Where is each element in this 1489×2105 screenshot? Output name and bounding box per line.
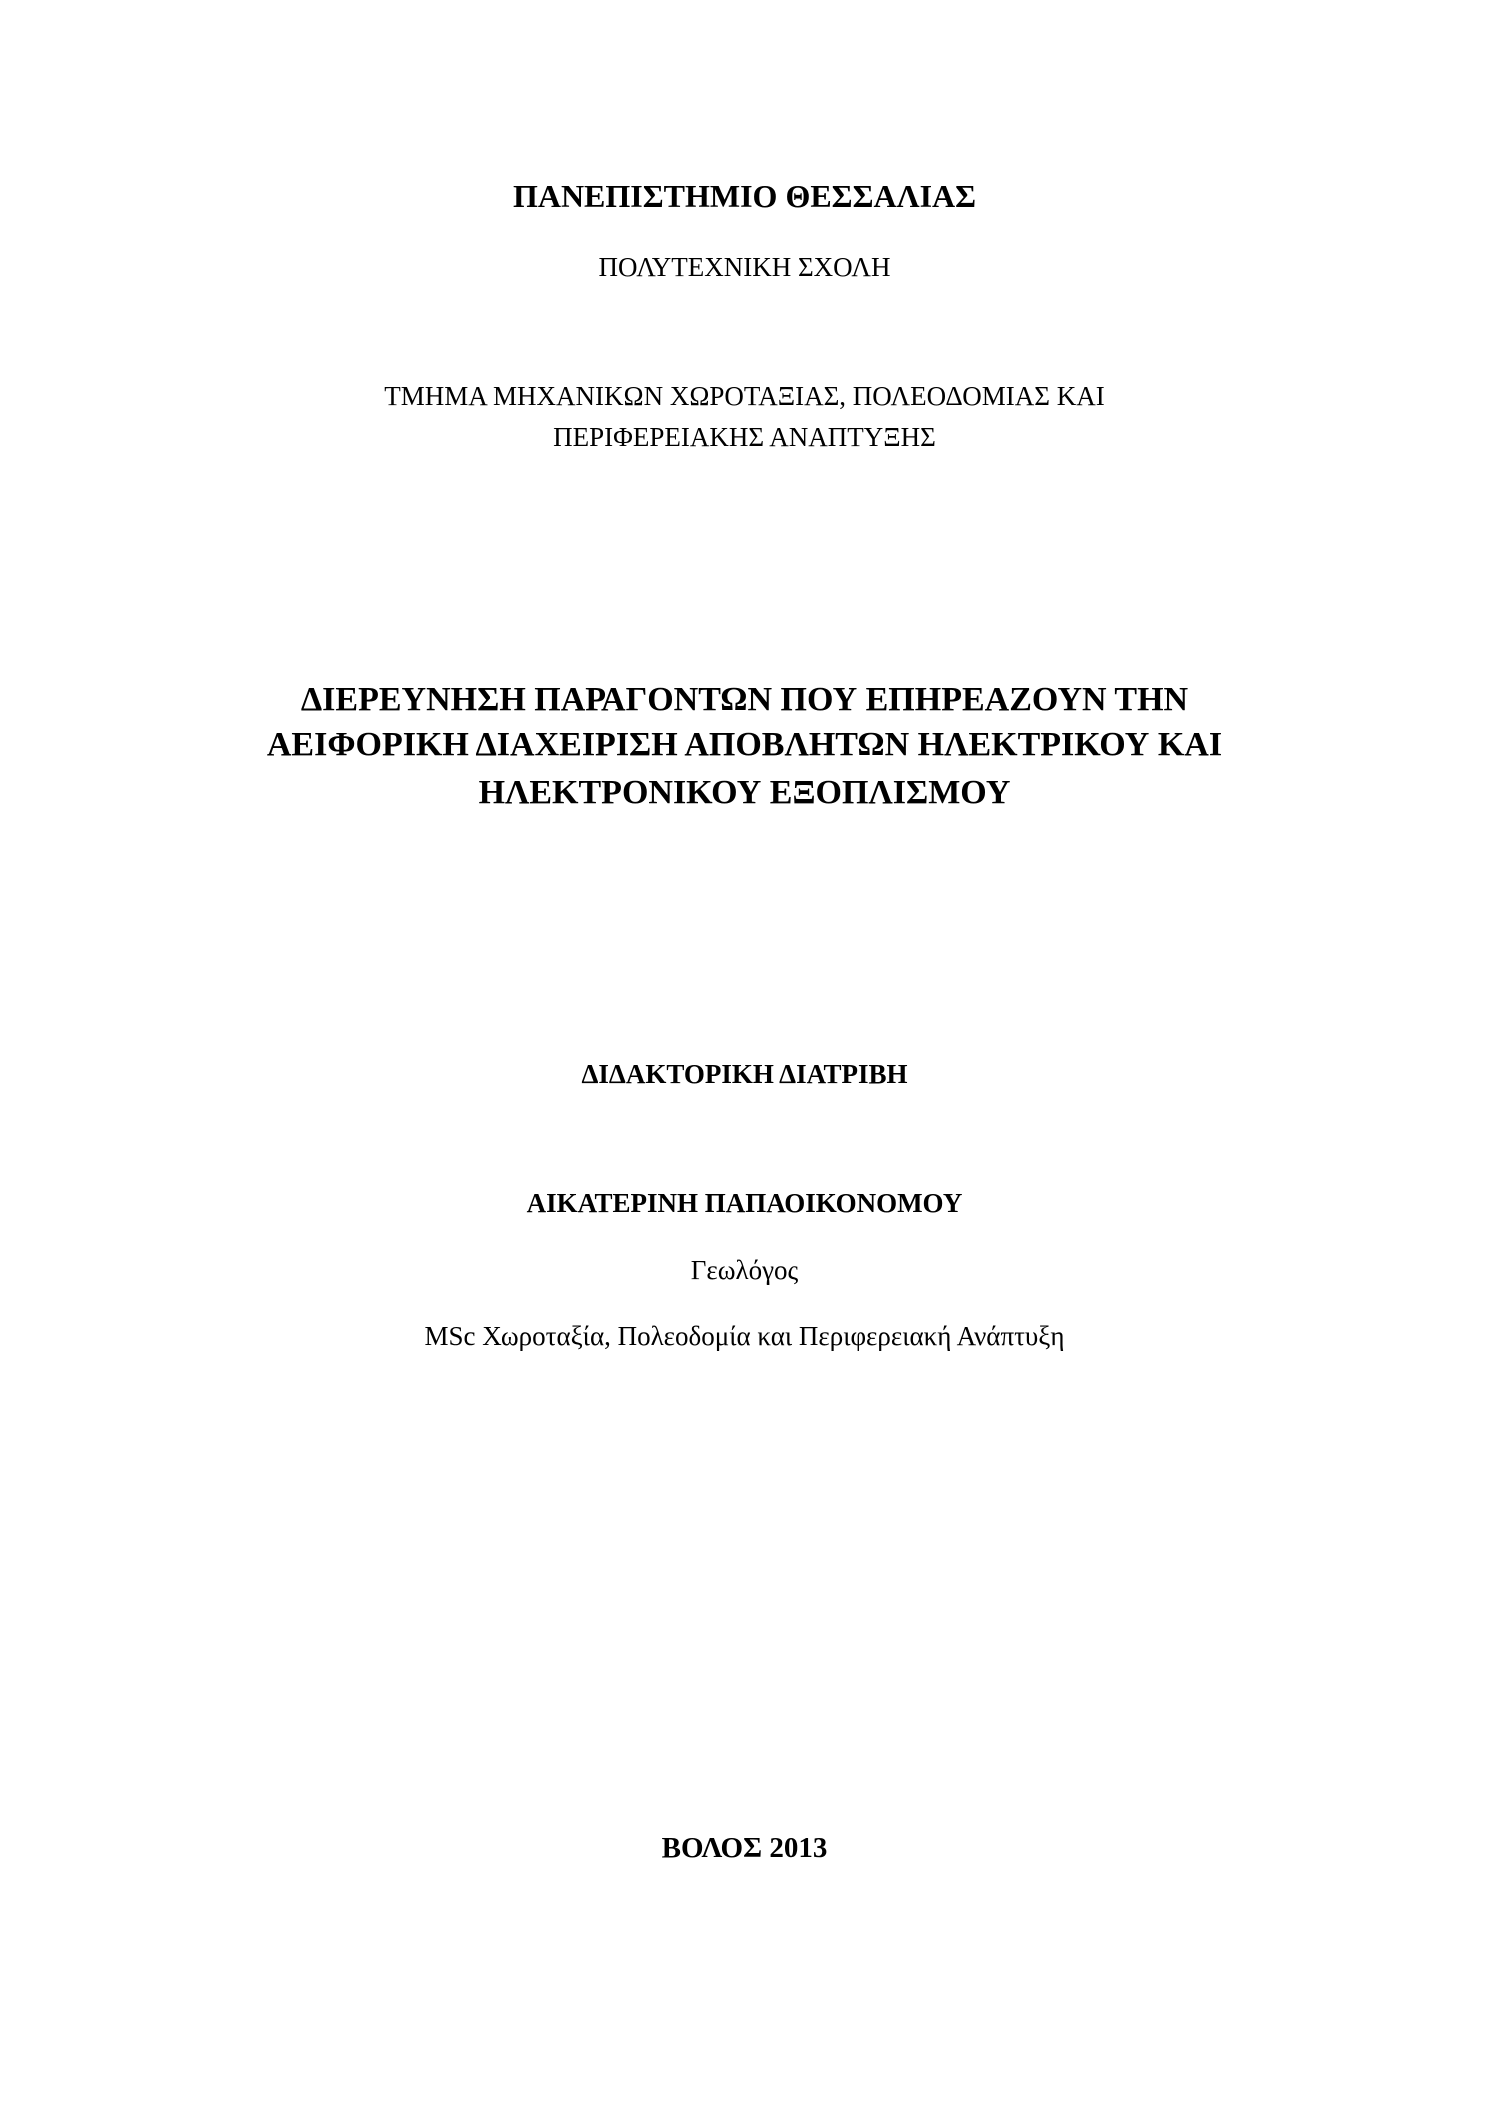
author-profession: Γεωλόγος <box>690 1255 799 1285</box>
document-type: ΔΙΔΑΚΤΟΡΙΚΗ ΔΙΑΤΡΙΒΗ <box>581 1059 908 1089</box>
author-name: ΑΙΚΑΤΕΡΙΝΗ ΠΑΠΑΟΙΚΟΝΟΜΟΥ <box>526 1188 963 1218</box>
department-name-line-1: ΤΜΗΜΑ ΜΗΧΑΝΙΚΩΝ ΧΩΡΟΤΑΞΙΑΣ, ΠΟΛΕΟΔΟΜΙΑΣ ΚΑΙ <box>384 381 1105 411</box>
thesis-title-line-1: ΔΙΕΡΕΥΝΗΣΗ ΠΑΡΑΓΟΝΤΩΝ ΠΟΥ ΕΠΗΡΕΑΖΟΥΝ ΤΗΝ <box>300 681 1189 718</box>
thesis-title-line-3: ΗΛΕΚΤΡΟΝΙΚΟΥ ΕΞΟΠΛΙΣΜΟΥ <box>478 774 1011 811</box>
university-name: ΠΑΝΕΠΙΣΤΗΜΙΟ ΘΕΣΣΑΛΙΑΣ <box>512 178 977 214</box>
school-name: ΠΟΛΥΤΕΧΝΙΚΗ ΣΧΟΛΗ <box>598 252 891 282</box>
department-name-line-2: ΠΕΡΙΦΕΡΕΙΑΚΗΣ ΑΝΑΠΤΥΞΗΣ <box>553 422 936 452</box>
author-degree: MSc Χωροταξία, Πολεοδομία και Περιφερειακή Ανάπτυξη <box>424 1321 1065 1351</box>
place-and-year: ΒΟΛΟΣ 2013 <box>661 1832 828 1864</box>
thesis-title-line-2: ΑΕΙΦΟΡΙΚΗ ΔΙΑΧΕΙΡΙΣΗ ΑΠΟΒΛΗΤΩΝ ΗΛΕΚΤΡΙΚΟΥ ΚΑΙ <box>266 726 1223 763</box>
